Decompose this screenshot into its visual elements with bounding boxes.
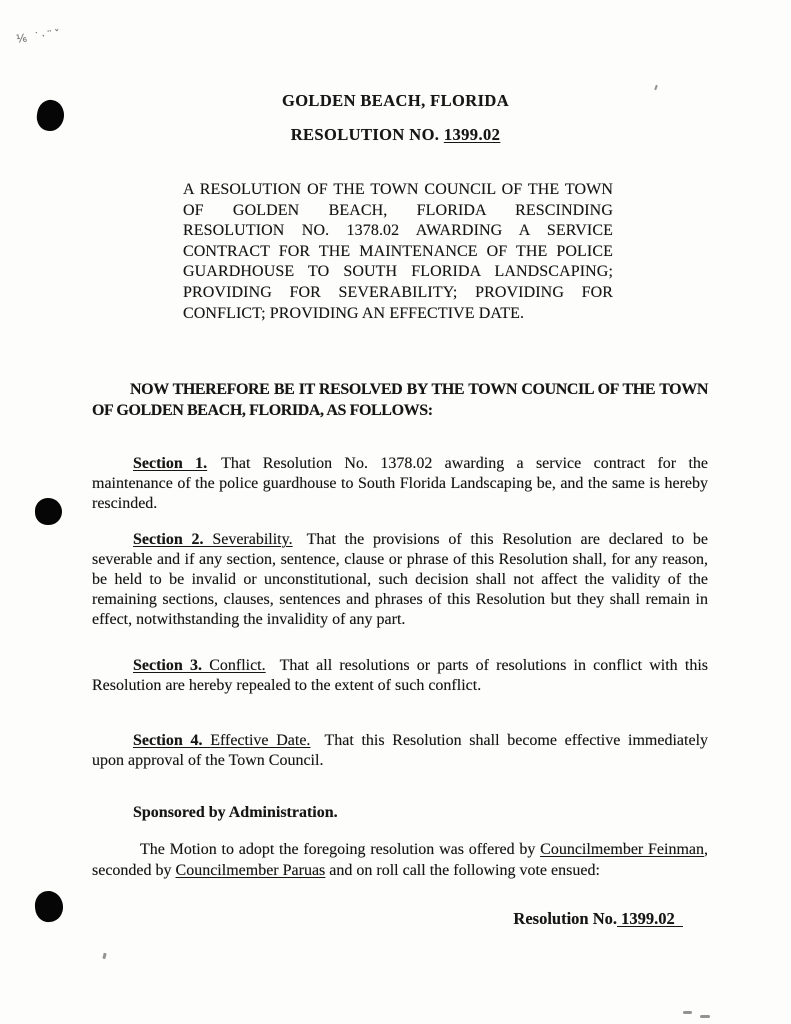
section-2 <box>92 530 708 630</box>
footer-resolution-label: Resolution No. <box>513 909 617 928</box>
section-3-title: Conflict. <box>209 657 266 674</box>
scan-artifact-speck <box>102 953 106 960</box>
section-4-label: Section 4. <box>133 732 203 749</box>
motion-text: , seconded by <box>92 841 708 879</box>
scan-artifact-speck <box>683 1011 692 1014</box>
handwritten-margin-note: ⅙ ˙·¨ˇ <box>15 27 63 46</box>
hole-punch-mark-bottom <box>33 890 64 924</box>
motion-text: and on roll call the following vote ensued: <box>325 862 600 879</box>
section-1-body: That Resolution No. 1378.02 awarding a service contract for the maintenance of the police guardhouse to South Florida Landscaping be, and the same is hereby rescinded. <box>92 455 708 512</box>
resolution-number-heading <box>0 125 791 145</box>
resolution-label: RESOLUTION NO. <box>290 125 444 144</box>
footer-resolution-value: 1399.02 <box>617 909 683 928</box>
footer-resolution-number <box>513 909 683 929</box>
section-3-body: That all resolutions or parts of resolutions in conflict with this Resolution are hereby repealed to the extent of such conflict. <box>92 657 708 694</box>
section-4-body: That this Resolution shall become effective immediately upon approval of the Town Council. <box>92 732 709 769</box>
section-4 <box>92 731 708 771</box>
motion-text: The Motion to adopt the foregoing resolution was offered by <box>140 841 541 858</box>
section-1 <box>92 454 708 514</box>
motion-offered-by: Councilmember Feinman <box>540 841 704 858</box>
section-4-title: Effective Date. <box>210 732 311 749</box>
resolution-number: 1399.02 <box>443 125 501 144</box>
section-3-label: Section 3. <box>133 657 202 674</box>
resolution-preamble: A RESOLUTION OF THE TOWN COUNCIL OF THE TOWN OF GOLDEN BEACH, FLORIDA RESCINDING RESOLUTION NO. 1378.02 AWARDING A SERVICE CONTRACT FOR THE MAINTENANCE OF THE POLICE GUARDHOUSE TO SOUTH FLORIDA LANDSCAPING; PROVIDING FOR SEVERABILITY; PROVIDING FOR CONFLICT; PROVIDING AN EFFECTIVE DATE. <box>183 181 613 322</box>
section-1-label: Section 1. <box>133 455 208 472</box>
scan-artifact-speck <box>700 1015 710 1018</box>
scan-artifact-speck <box>654 85 658 90</box>
section-2-body: That the provisions of this Resolution are declared to be severable and if any section, sentence, clause or phrase of this Resolution shall, for any reason, be held to be invalid or unconstitutional, such decision shall not affect the validity of the remaining sections, clauses, sentences and phrases of this Resolution but they shall remain in effect, notwithstanding the invalidity of any part. <box>92 531 709 628</box>
hole-punch-mark-middle <box>35 498 62 525</box>
motion-paragraph <box>92 839 708 881</box>
resolved-clause: NOW THEREFORE BE IT RESOLVED BY THE TOWN COUNCIL OF THE TOWN OF GOLDEN BEACH, FLORIDA, AS FOLLOWS: <box>92 381 708 419</box>
motion-seconded-by: Councilmember Paruas <box>175 862 326 879</box>
document-title: GOLDEN BEACH, FLORIDA <box>281 91 510 110</box>
section-3 <box>92 656 708 696</box>
section-2-title: Severability. <box>212 531 293 548</box>
section-2-label: Section 2. <box>133 531 204 548</box>
sponsored-by-line: Sponsored by Administration. <box>133 804 338 821</box>
